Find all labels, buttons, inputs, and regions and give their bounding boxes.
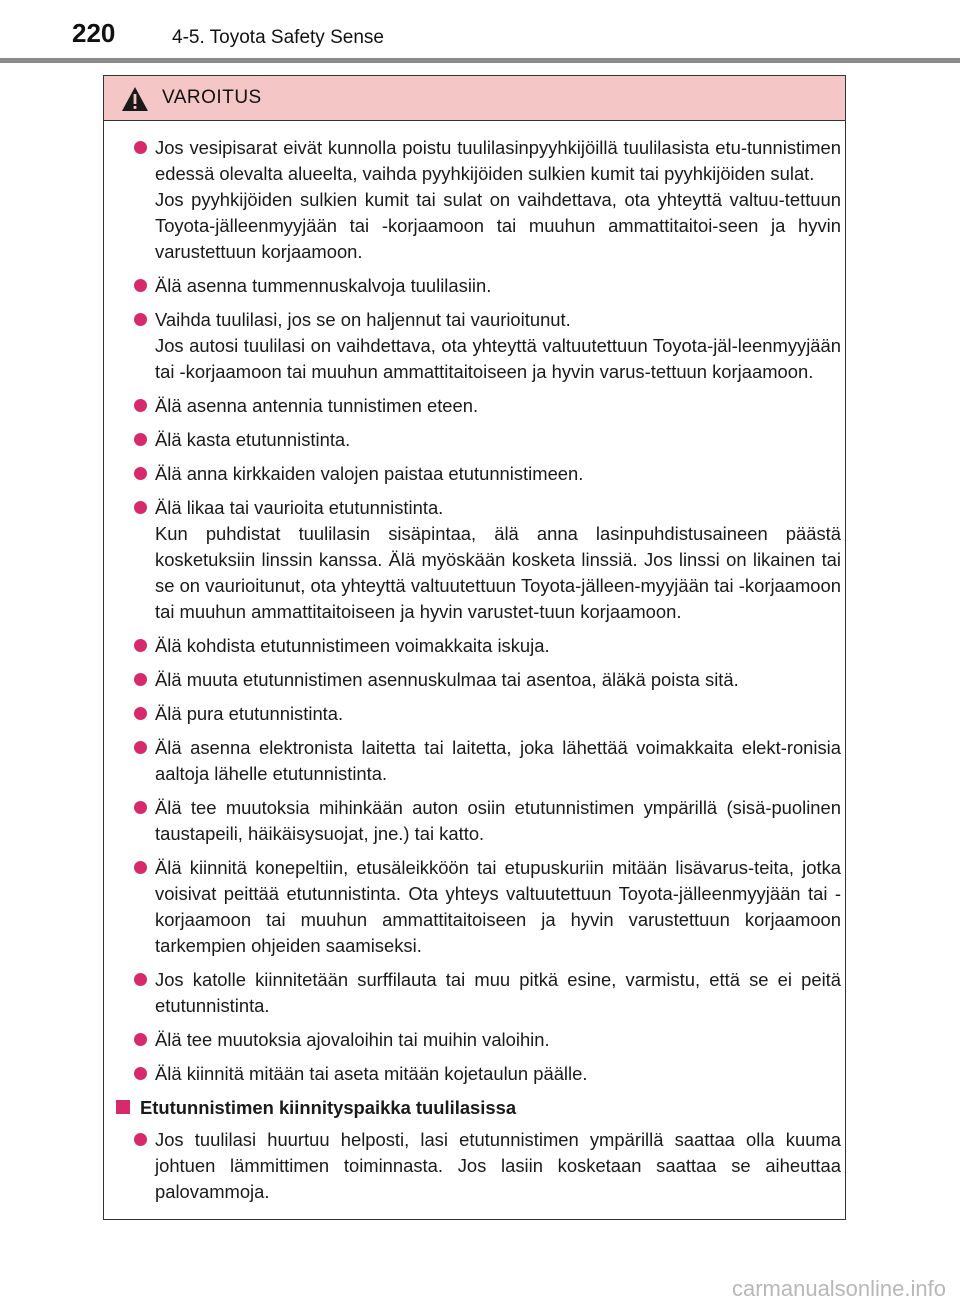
warning-box [103,75,846,1220]
bullet-item [130,667,841,693]
bullet-item [130,1127,841,1205]
bullet-dot-icon [134,433,147,446]
bullet-item [130,735,841,787]
bullet-paragraph: Älä asenna tummennuskalvoja tuulilasiin. [155,275,492,296]
bullet-item [130,427,841,453]
subsection-heading [116,1095,841,1121]
bullet-paragraph: Älä tee muutoksia ajovaloihin tai muihin valoihin. [155,1029,550,1050]
bullet-item [130,633,841,659]
bullet-item [130,1027,841,1053]
warning-header [104,76,845,121]
bullet-paragraph: Älä kasta etutunnistinta. [155,429,351,450]
bullet-paragraph: Jos pyyhkijöiden sulkien kumit tai sulat on vaihdettava, ota yhteyttä valtuu-tettuun Toyota-jälleenmyyjään tai -korjaamoon tai muuhun ammattitaitoi-seen ja hyvin varustettuun korjaamoon. [155,189,841,262]
watermark: carmanualsonline.info [731,1276,946,1301]
warning-label: VAROITUS [162,87,262,108]
bullet-dot-icon [134,973,147,986]
bullet-paragraph: Älä pura etutunnistinta. [155,703,344,724]
bullet-dot-icon [134,707,147,720]
header-rule [0,58,960,63]
bullet-dot-icon [134,1033,147,1046]
bullet-paragraph: Älä tee muutoksia mihinkään auton osiin etutunnistimen ympärillä (sisä-puolinen taustapeili, häikäisysuojat, jne.) tai katto. [155,797,841,844]
bullet-paragraph: Älä kohdista etutunnistimeen voimakkaita iskuja. [155,635,550,656]
bullet-item [130,307,841,385]
bullet-dot-icon [134,1133,147,1146]
bullet-dot-icon [134,141,147,154]
bullet-paragraph: Älä kiinnitä mitään tai aseta mitään kojetaulun päälle. [155,1063,588,1084]
bullet-paragraph: Älä muuta etutunnistimen asennuskulmaa tai asentoa, äläkä poista sitä. [155,669,739,690]
bullet-dot-icon [134,801,147,814]
bullet-paragraph: Vaihda tuulilasi, jos se on haljennut tai vaurioitunut. [155,309,571,330]
bullet-dot-icon [134,673,147,686]
bullet-paragraph: Kun puhdistat tuulilasin sisäpintaa, älä anna lasinpuhdistusaineen päästä kosketuksiin linssin kanssa. Älä myöskään kosketa linssiä. Jos linssi on likainen tai se on vaurioitunut, ota yhteyttä valtuutettuun Toyota-jälleen-myyjään tai -korjaamoon tai muuhun ammattitaitoiseen ja hyvin varustet-tuun korjaamoon. [155,523,841,622]
bullet-paragraph: Älä anna kirkkaiden valojen paistaa etutunnistimeen. [155,463,584,484]
bullet-paragraph: Jos katolle kiinnitetään surffilauta tai muu pitkä esine, varmistu, että se ei peitä etutunnistinta. [155,969,841,1016]
bullet-item [130,855,841,959]
warning-triangle-icon [120,85,150,113]
bullet-item [130,967,841,1019]
bullet-dot-icon [134,467,147,480]
bullet-item [130,273,841,299]
bullet-item [130,393,841,419]
bullet-paragraph: Älä kiinnitä konepeltiin, etusäleikköön tai etupuskuriin mitään lisävarus-teita, jotka voisivat peittää etutunnistinta. Ota yhteys valtuutettuun Toyota-jälleenmyyjään tai -korjaamoon tai muuhun ammattitaitoiseen ja hyvin varustettuun korjaamoon tarkempien ohjeiden saamiseksi. [155,857,841,956]
bullet-dot-icon [134,741,147,754]
bullet-item [130,461,841,487]
bullet-paragraph: Älä asenna elektronista laitetta tai laitetta, joka lähettää voimakkaita elekt-ronisia aaltoja lähelle etutunnistinta. [155,737,841,784]
warning-content [130,135,841,1213]
bullet-paragraph: Jos autosi tuulilasi on vaihdettava, ota yhteyttä valtuutettuun Toyota-jäl-leenmyyjään tai -korjaamoon tai muuhun ammattitaitoiseen ja hyvin varus-tettuun korjaamoon. [155,335,841,382]
bullet-item [130,495,841,625]
bullet-dot-icon [134,501,147,514]
bullet-dot-icon [134,1067,147,1080]
bullet-item [130,795,841,847]
bullet-paragraph: Jos vesipisarat eivät kunnolla poistu tuulilasinpyyhkijöillä tuulilasista etu-tunnistimen edessä olevalta alueelta, vaihda pyyhkijöiden sulkien kumit tai pyyhkijöiden sulat. [155,137,841,184]
square-bullet-icon [116,1100,130,1114]
section-title: 4-5. Toyota Safety Sense [172,27,384,48]
bullet-dot-icon [134,279,147,292]
page-header [0,0,960,48]
bullet-dot-icon [134,861,147,874]
subsection-heading-text: Etutunnistimen kiinnityspaikka tuulilasissa [140,1097,517,1118]
bullet-paragraph: Älä likaa tai vaurioita etutunnistinta. [155,497,444,518]
bullet-dot-icon [134,313,147,326]
bullet-item [130,135,841,265]
bullet-paragraph: Jos tuulilasi huurtuu helposti, lasi etutunnistimen ympärillä saattaa olla kuuma johtuen lämmittimen toiminnasta. Jos lasiin kosketaan saattaa se aiheuttaa palovammoja. [155,1129,841,1202]
bullet-dot-icon [134,399,147,412]
page-number: 220 [72,18,116,48]
bullet-dot-icon [134,639,147,652]
bullet-paragraph: Älä asenna antennia tunnistimen eteen. [155,395,479,416]
bullet-item [130,1061,841,1087]
bullet-item [130,701,841,727]
